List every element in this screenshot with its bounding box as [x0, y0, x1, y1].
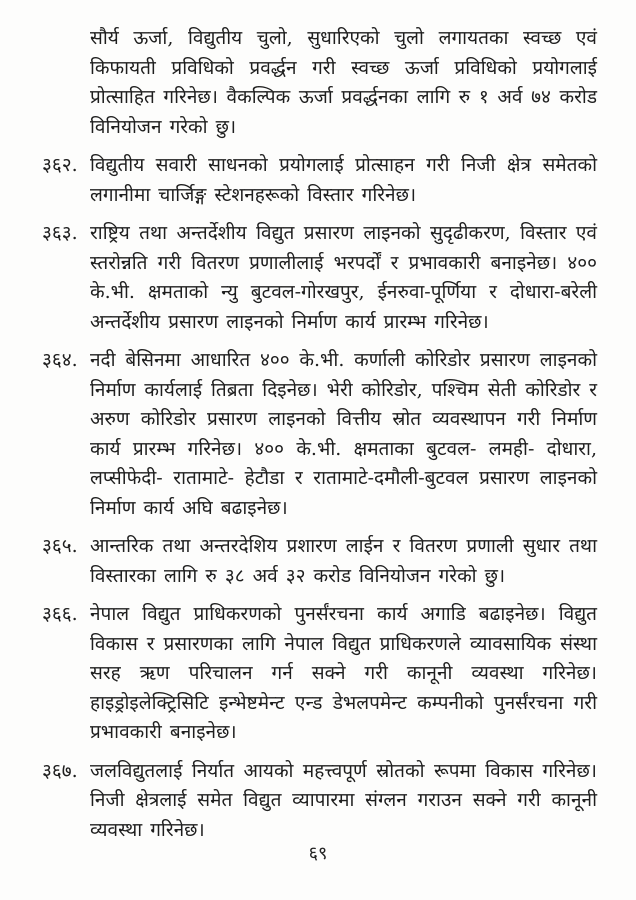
- item-number: ३६३.: [42, 222, 78, 244]
- list-item-364: [42, 346, 597, 523]
- list-item-362: [42, 151, 597, 210]
- list-item-367: [42, 757, 597, 846]
- item-text: नदी बेसिनमा आधारित ४०० के.भी. कर्णाली कोरिडोर प्रसारण लाइनको निर्माण कार्यलाई तिब्रता दिइनेछ। भेरी कोरिडोर, पश्चिम सेती कोरिडोर र अरुण कोरिडोर प्रसारण लाइनको वित्तीय स्रोत व्यवस्थापन गरी निर्माण कार्य प्रारम्भ गरिनेछ। ४०० के.भी. क्षमताका बुटवल- लमही- दोधारा, लप्सीफेदी- रातामाटे- हेटौडा र रातामाटे-दमौली-बुटवल प्रसारण लाइनको निर्माण कार्य अघि बढाइनेछ।: [90, 349, 597, 519]
- item-number: ३६७.: [42, 759, 78, 782]
- item-text: सौर्य ऊर्जा, विद्युतीय चुलो, सुधारिएको चुलो लगायतका स्वच्छ एवं किफायती प्रविधिको प्रवर्द्धन गरी स्वच्छ ऊर्जा प्रविधिको प्रयोगलाई प्रोत्साहित गरिनेछ। वैकल्पिक ऊर्जा प्रवर्द्धनका लागि रु १ अर्व ७४ करोड विनियोजन गरेको छु।: [90, 27, 597, 138]
- item-number: ३६२.: [42, 154, 78, 176]
- page-number: ६९: [308, 843, 328, 864]
- list-item-363: [42, 219, 597, 337]
- item-text: आन्तरिक तथा अन्तरदेशिय प्रशारण लाईन र वितरण प्रणाली सुधार तथा विस्तारका लागि रु ३८ अर्व ३२ करोड विनियोजन गरेको छु।: [90, 535, 597, 587]
- item-text: जलविद्युतलाई निर्यात आयको महत्त्वपूर्ण स्रोतको रूपमा विकास गरिनेछ। निजी क्षेत्रलाई समेत विद्युत व्यापारमा संग्लन गराउन सक्ने गरी कानूनी व्यवस्था गरिनेछ।: [90, 759, 597, 841]
- list-item-365: [42, 532, 597, 591]
- item-text: विद्युतीय सवारी साधनको प्रयोगलाई प्रोत्साहन गरी निजी क्षेत्र समेतको लगानीमा चार्जिङ्ग स्टेशनहरूको विस्तार गरिनेछ।: [90, 154, 597, 206]
- list-item-366: [42, 600, 597, 748]
- item-number: ३६६.: [42, 603, 78, 625]
- paragraph-continuation: [42, 24, 597, 142]
- item-number: ३६५.: [42, 535, 78, 557]
- item-text: राष्ट्रिय तथा अन्तर्देशीय विद्युत प्रसारण लाइनको सुदृढीकरण, विस्तार एवं स्तरोन्नति गरी वितरण प्रणालीलाई भरपर्दों र प्रभावकारी बनाइनेछ। ४०० के.भी. क्षमताको न्यु बुटवल-गोरखपुर, ईनरुवा-पूर्णिया र दोधारा-बरेली अन्तर्देशीय प्रसारण लाइनको निर्माण कार्य प्रारम्भ गरिनेछ।: [90, 222, 597, 333]
- item-number: ३६४.: [42, 349, 78, 371]
- item-text: नेपाल विद्युत प्राधिकरणको पुनर्संरचना कार्य अगाडि बढाइनेछ। विद्युत विकास र प्रसारणका लागि नेपाल विद्युत प्राधिकरणले व्यावसायिक संस्था सरह ऋण परिचालन गर्न सक्ने गरी कानूनी व्यवस्था गरिनेछ। हाइड्रोइलेक्ट्रिसिटि इन्भेष्टमेन्ट एन्ड डेभलपमेन्ट कम्पनीको पुनर्संरचना गरी प्रभावकारी बनाइनेछ।: [90, 603, 597, 743]
